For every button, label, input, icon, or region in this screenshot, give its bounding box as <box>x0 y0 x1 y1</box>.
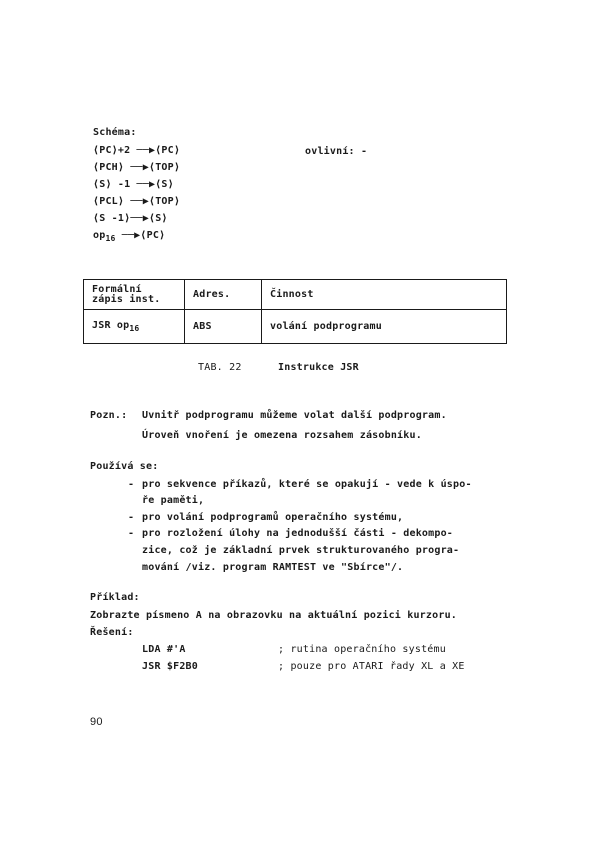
example-description: Zobrazte písmeno A na obrazovku na aktuální pozici kurzoru. <box>90 610 458 621</box>
schema-line: ⟨PCH⟩ ──▶⟨TOP⟩ <box>93 162 181 173</box>
schema-line: ⟨PC⟩+2 ──▶⟨PC⟩ <box>93 145 181 156</box>
row-instr-prefix: JSR op <box>92 320 130 331</box>
note-label: Pozn.: <box>90 410 128 421</box>
table-caption-label: TAB. 22 <box>198 362 242 373</box>
page-number: 90 <box>90 716 103 728</box>
schema-op-subscript: 16 <box>105 234 116 243</box>
example-title: Příklad: <box>90 592 140 603</box>
row-instr-subscript: 16 <box>129 324 140 333</box>
header-formal-line1: Formální <box>92 283 142 295</box>
list-item: pro rozložení úlohy na jednodušší části - dekompo- <box>142 528 454 539</box>
row-activity: volání podprogramu <box>262 310 507 344</box>
schema-op-prefix: op <box>93 230 106 241</box>
note-line: Úroveň vnoření je omezena rozsahem zásobníku. <box>142 430 422 441</box>
code-instruction: JSR $F2B0 <box>142 661 198 672</box>
code-comment: ; pouze pro ATARI řady XL a XE <box>278 661 465 672</box>
list-item: pro sekvence příkazů, které se opakují - vede k úspo- <box>142 479 472 490</box>
list-bullet: - <box>128 479 135 490</box>
uses-title: Používá se: <box>90 461 159 472</box>
list-item-continuation: zice, což je základní prvek strukturovaného progra- <box>142 545 460 556</box>
list-item: pro volání podprogramů operačního systému, <box>142 512 404 523</box>
header-formal-line2: zápis inst. <box>92 293 161 305</box>
list-item-continuation: mování /viz. program RAMTEST ve "Sbírce"/. <box>142 562 404 573</box>
table-row <box>84 310 507 344</box>
list-item-continuation: ře paměti, <box>142 495 205 506</box>
instruction-table <box>83 279 507 344</box>
list-bullet: - <box>128 528 135 539</box>
note-line: Uvnitř podprogramu můžeme volat další podprogram. <box>142 410 447 421</box>
schema-line: ⟨PCL⟩ ──▶⟨TOP⟩ <box>93 196 181 207</box>
code-comment: ; rutina operačního systému <box>278 644 446 655</box>
header-formal-notation <box>84 280 185 310</box>
schema-line: ⟨S⟩ -1 ──▶⟨S⟩ <box>93 179 174 190</box>
table-header-row <box>84 280 507 310</box>
schema-title: Schéma: <box>93 127 137 138</box>
row-formal-notation <box>84 310 185 344</box>
table-caption-text: Instrukce JSR <box>278 362 359 373</box>
affects-flags: ovlivní: - <box>305 146 368 157</box>
header-activity: Činnost <box>262 280 507 310</box>
schema-line-op16 <box>93 230 165 243</box>
code-instruction: LDA #'A <box>142 644 186 655</box>
header-addressing: Adres. <box>185 280 262 310</box>
list-bullet: - <box>128 512 135 523</box>
schema-op-suffix: ──▶⟨PC⟩ <box>115 230 166 241</box>
schema-line: ⟨S -1⟩──▶⟨S⟩ <box>93 213 168 224</box>
row-addressing: ABS <box>185 310 262 344</box>
solution-title: Řešení: <box>90 627 134 638</box>
